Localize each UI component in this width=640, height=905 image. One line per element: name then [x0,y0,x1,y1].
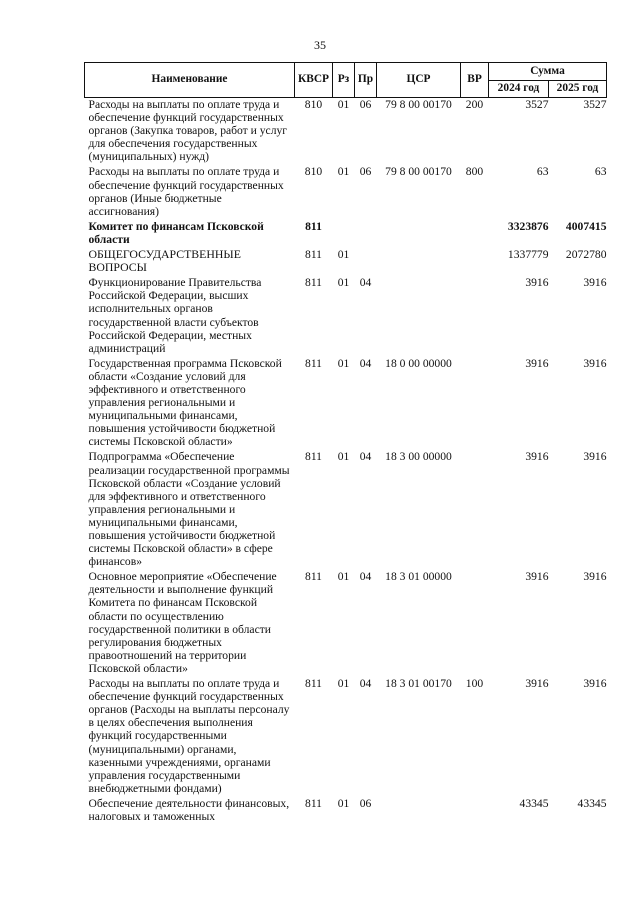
header-csr: ЦСР [377,63,461,98]
row-rz [333,220,355,248]
header-sum: Сумма [489,63,607,81]
row-pr [355,248,377,276]
table-row [85,570,607,677]
row-vr [461,357,489,451]
row-name: ОБЩЕГОСУДАРСТВЕННЫЕ ВОПРОСЫ [88,247,241,275]
row-csr [377,276,461,357]
page-number: 35 [314,38,326,52]
budget-table [84,62,607,825]
row-name: Обеспечение деятельности финансовых, налоговых и таможенных [88,796,290,823]
row-kvsr: 810 [304,98,323,111]
table-row [85,357,607,451]
row-sum-2024: 43345 [519,796,549,810]
table-row [85,248,607,276]
row-kvsr: 811 [305,450,322,464]
row-sum-2025: 2072780 [565,248,607,262]
header-rz: Рз [333,63,355,98]
row-pr: 06 [359,165,372,179]
row-vr [461,248,489,276]
row-sum-2024: 1337779 [507,248,549,262]
table-row [85,677,607,797]
row-kvsr: 810 [304,165,323,179]
row-name: Подпрограмма «Обеспечение реализации государственной программы Псковской области «Создание условий для эффективного и ответственного управления региональными и муниципальными финансами, повышения устойчивости бюджетной системы Псковской области» в сфере финансов» [88,450,290,569]
row-vr [461,276,489,357]
row-csr [377,220,461,248]
row-pr: 04 [359,450,372,464]
row-vr [461,450,489,570]
row-sum-2024: 3916 [525,356,549,370]
row-sum-2025: 3916 [583,450,607,464]
row-csr: 18 3 00 00000 [385,450,452,464]
header-pr: Пр [355,63,377,98]
row-kvsr: 811 [305,356,322,370]
row-kvsr: 811 [305,276,322,290]
row-kvsr: 811 [305,219,322,233]
row-vr: 200 [465,98,484,111]
row-csr: 79 8 00 00170 [385,98,452,111]
row-csr: 18 3 01 00170 [385,677,452,691]
row-rz: 01 [337,165,350,179]
row-name: Расходы на выплаты по оплате труда и обеспечение функций государственных органов (Расходы на выплаты персоналу в целях обеспечения выполнения функций государственными (муниципальными) органами, казенными учреждениями, органами управления государственными внебюджетными фондами) [88,677,290,795]
row-name: Функционирование Правительства Российской Федерации, высших исполнительных органов государственной власти субъектов Российской Федерации, местных администраций [88,276,262,355]
row-name: Основное мероприятие «Обеспечение деятельности и выполнение функций Комитета по финансам Псковской области по осуществлению государственной политики в области регулирования бюджетных правоотношений на территории Псковской области» [88,570,277,675]
row-pr: 06 [359,796,372,810]
table-row [85,220,607,248]
row-pr: 04 [359,276,372,290]
row-sum-2025: 4007415 [565,219,607,233]
row-vr: 800 [465,165,484,179]
row-kvsr: 811 [305,570,322,584]
row-kvsr: 811 [305,248,322,262]
row-sum-2025: 43345 [577,796,607,810]
row-csr [377,797,461,825]
row-csr: 18 3 01 00000 [385,570,452,584]
header-name: Наименование [85,63,295,98]
row-sum-2025: 63 [594,165,607,179]
row-rz: 01 [337,570,350,584]
row-name: Расходы на выплаты по оплате труда и обеспечение функций государственных органов (Иные бюджетные ассигнования) [88,165,284,218]
row-kvsr: 811 [305,677,322,691]
row-rz: 01 [337,356,350,370]
table-row [85,450,607,570]
row-sum-2024: 3916 [525,570,549,584]
header-year-2024: 2024 год [489,80,549,98]
row-csr: 18 0 00 00000 [385,356,452,370]
row-sum-2025: 3527 [583,98,607,111]
row-rz: 01 [337,677,350,691]
row-rz: 01 [337,98,350,111]
row-rz: 01 [337,276,350,290]
row-name: Расходы на выплаты по оплате труда и обеспечение функций государственных органов (Закупка товаров, работ и услуг для обеспечения государственных (муниципальных) нужд) [88,98,288,164]
row-vr [461,797,489,825]
row-name: Государственная программа Псковской области «Создание условий для эффективного и ответственного управления региональными и муниципальными финансами, повышения устойчивости бюджетной системы Псковской области» [88,356,282,449]
table-row [85,276,607,357]
table-row [85,98,607,166]
header-year-2025: 2025 год [549,80,607,98]
row-vr [461,570,489,677]
row-sum-2025: 3916 [583,570,607,584]
row-sum-2024: 3916 [525,450,549,464]
row-csr [377,248,461,276]
row-rz: 01 [337,796,350,810]
row-sum-2025: 3916 [583,677,607,691]
row-csr: 79 8 00 00170 [385,165,452,179]
table-row [85,797,607,825]
row-pr [355,220,377,248]
row-pr: 04 [359,356,372,370]
header-vr: ВР [461,63,489,98]
row-sum-2025: 3916 [583,356,607,370]
row-sum-2025: 3916 [583,276,607,290]
row-vr [461,220,489,248]
row-rz: 01 [337,248,350,262]
row-sum-2024: 63 [536,165,549,179]
row-pr: 04 [359,570,372,584]
row-sum-2024: 3916 [525,276,549,290]
row-sum-2024: 3323876 [507,219,549,233]
row-sum-2024: 3527 [525,98,549,111]
row-pr: 04 [359,677,372,691]
row-vr: 100 [465,677,484,691]
row-pr: 06 [359,98,372,111]
row-name: Комитет по финансам Псковской области [88,219,264,246]
row-kvsr: 811 [305,796,322,810]
header-kvsr: КВСР [295,63,333,98]
table-row [85,165,607,219]
row-rz: 01 [337,450,350,464]
row-sum-2024: 3916 [525,677,549,691]
